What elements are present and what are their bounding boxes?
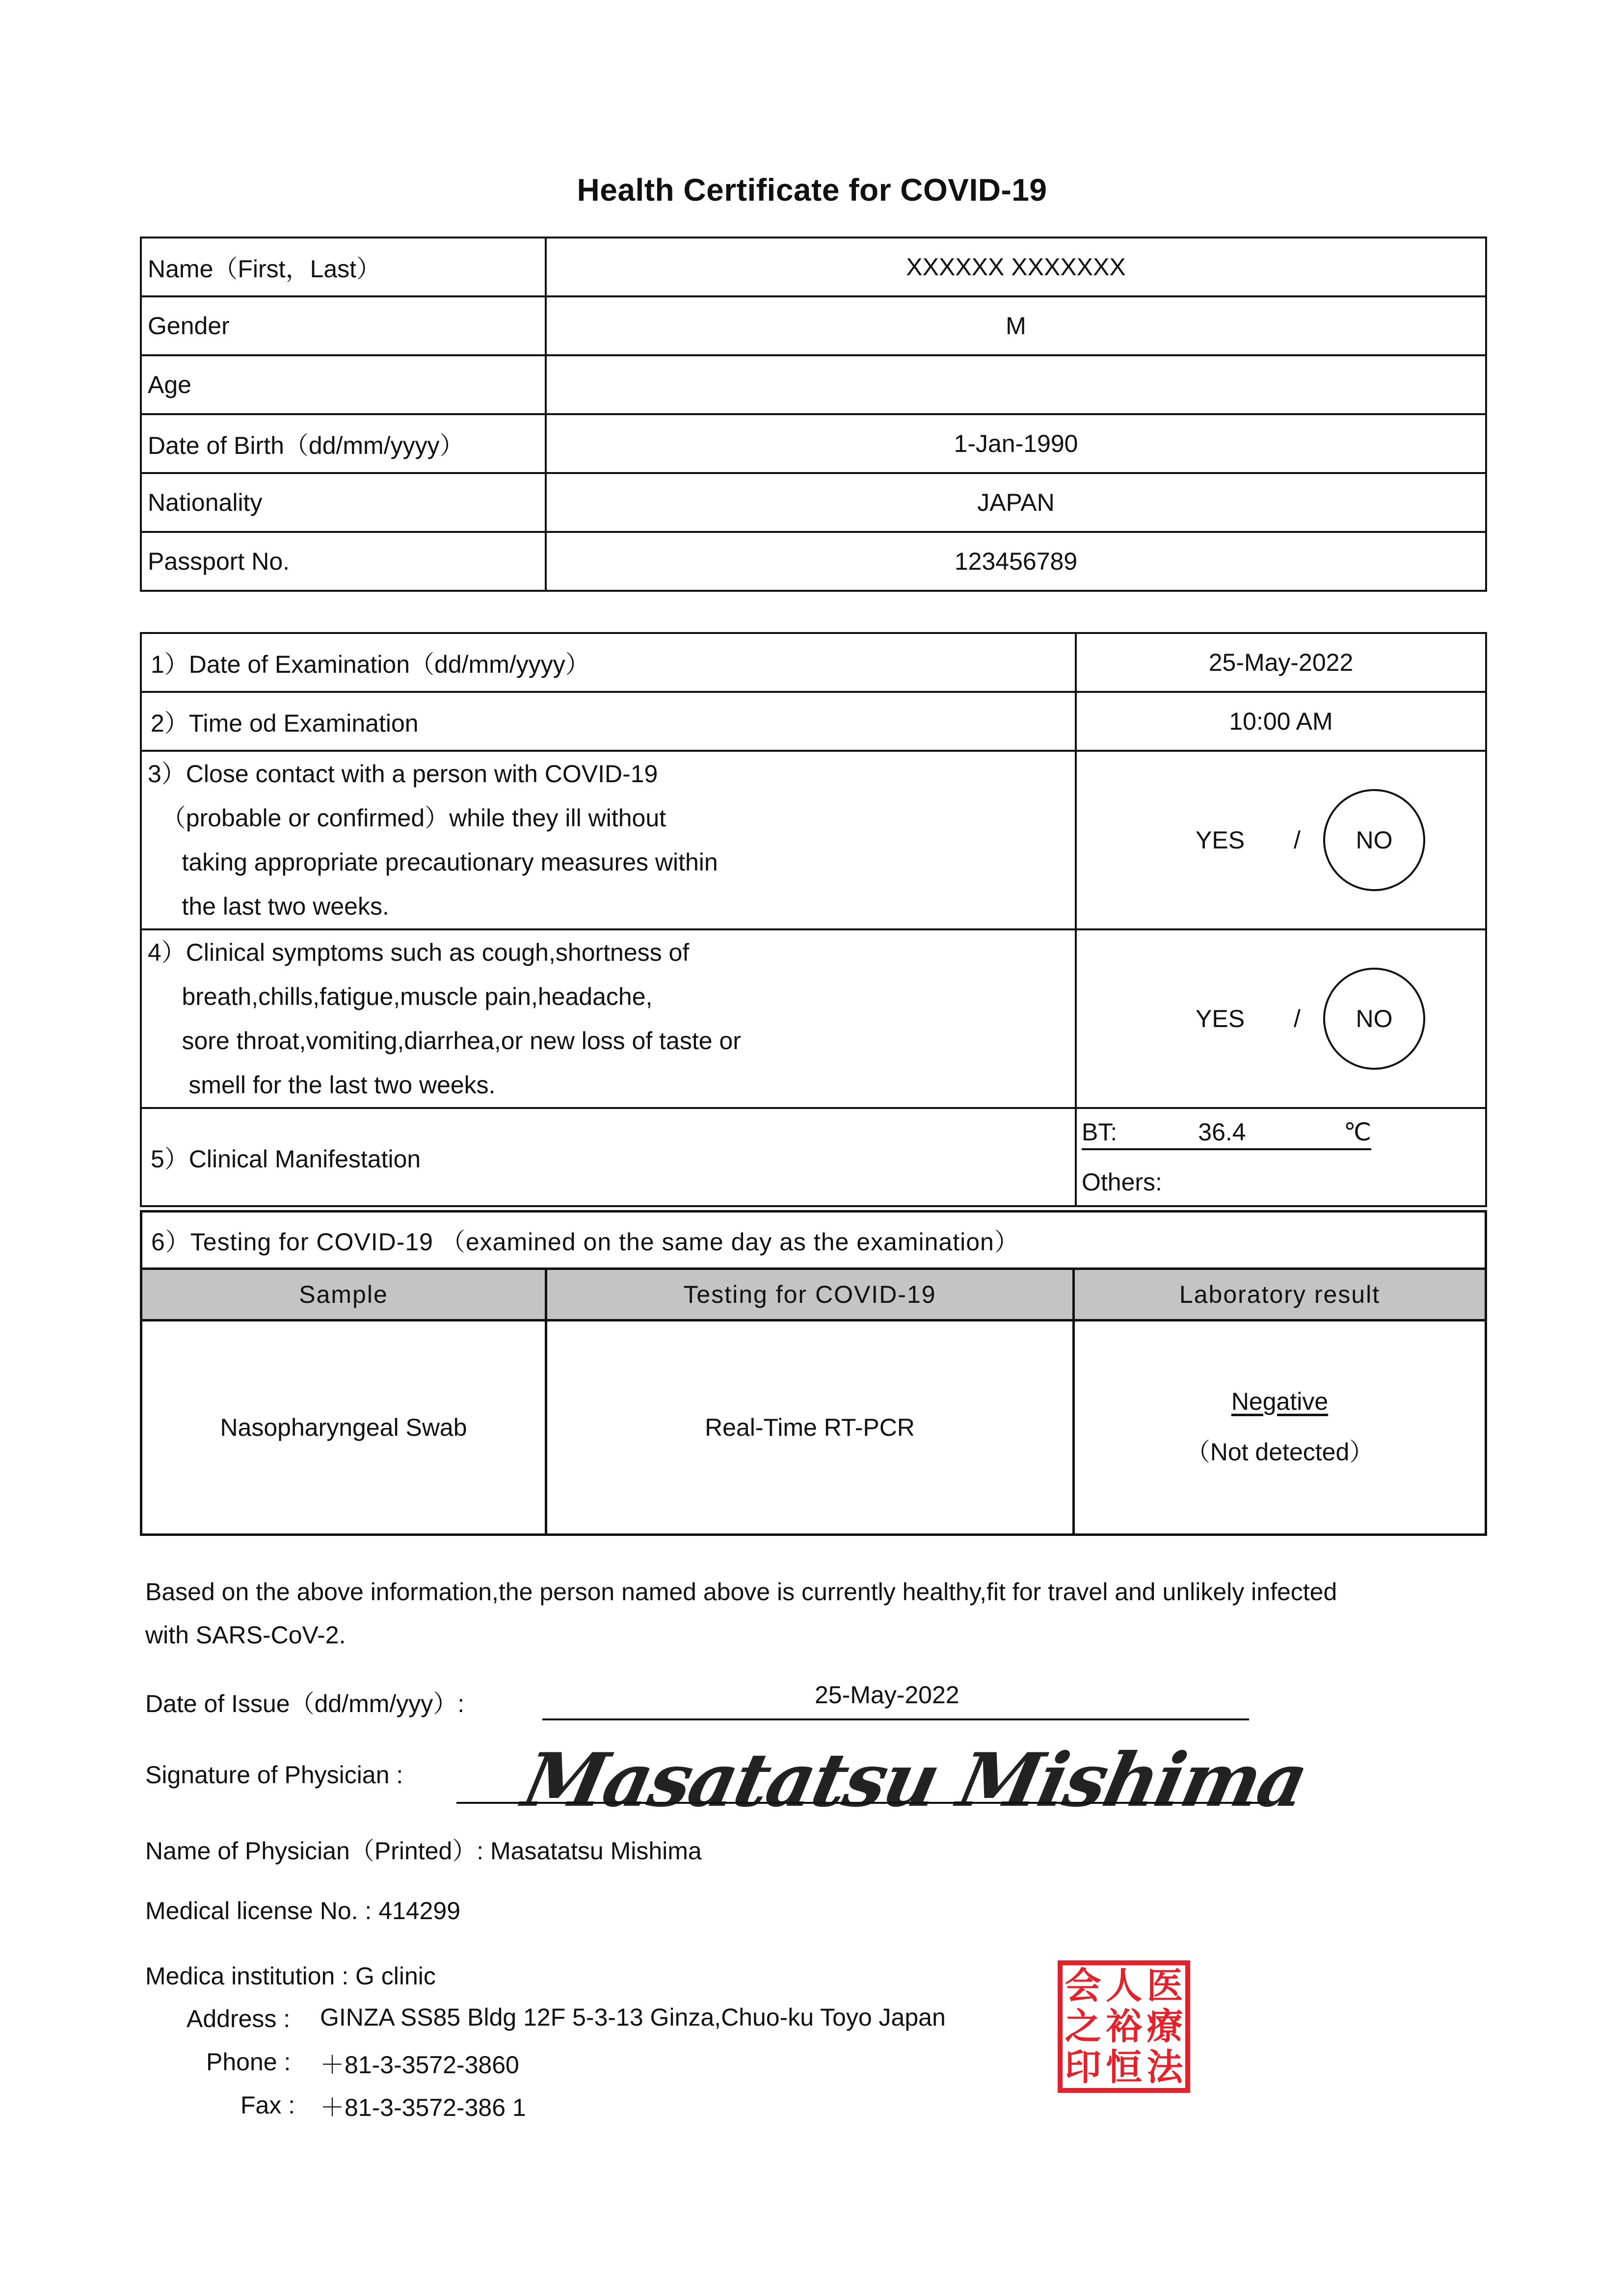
document-title: Health Certificate for COVID-19 [577, 172, 1047, 208]
label-nationality: Nationality [141, 473, 546, 532]
sample-value: Nasopharyngeal Swab [141, 1320, 546, 1535]
testing-column-headers [141, 1269, 1486, 1320]
seal-char: 療 [1146, 2005, 1183, 2048]
seal-char: 人 [1105, 1964, 1142, 2007]
fax-value: ＋81-3-3572-386 1 [320, 2094, 526, 2121]
result-value: Negative [1231, 1388, 1329, 1415]
label-dob: Date of Birth（dd/mm/yyyy） [141, 414, 546, 473]
label-symptoms [141, 929, 1076, 1108]
testing-heading: 6）Testing for COVID-19 （examined on the same day as the examination） [141, 1212, 1486, 1269]
seal-char: 恒 [1105, 2046, 1142, 2089]
label-name: Name（First，Last） [141, 238, 546, 296]
label-clinical-manifestation: 5）Clinical Manifestation [141, 1108, 1076, 1206]
symptoms-line: 4）Clinical symptoms such as cough,shortness of [148, 939, 690, 966]
row-symptoms [141, 929, 1486, 1108]
close-contact-line: 3）Close contact with a person with COVID-19 [148, 760, 658, 788]
statement-line: Based on the above information,the person named above is currently healthy,fit for travel and unlikely infected [145, 1578, 1337, 1606]
option-no-circled: NO [1323, 968, 1425, 1070]
physician-name: Name of Physician（Printed）: Masatatsu Mishima [145, 1837, 702, 1865]
address-label: Address : [186, 2005, 291, 2032]
result-cell [1074, 1320, 1486, 1535]
personal-info-table [140, 237, 1487, 592]
row-close-contact [141, 751, 1486, 929]
address-value: GINZA SS85 Bldg 12F 5-3-13 Ginza,Chuo-ku Toyo Japan [320, 2004, 946, 2031]
value-nationality: JAPAN [546, 473, 1486, 532]
value-passport: 123456789 [546, 532, 1486, 591]
label-gender: Gender [141, 296, 546, 355]
row-age [141, 355, 1486, 414]
seal-char: 裕 [1105, 2005, 1142, 2048]
symptoms-line: breath,chills,fatigue,muscle pain,headache, [148, 983, 653, 1010]
value-dob: 1-Jan-1990 [546, 414, 1486, 473]
method-value: Real-Time RT-PCR [546, 1320, 1074, 1535]
value-clinical-manifestation [1076, 1108, 1486, 1206]
testing-result-row [141, 1320, 1486, 1535]
testing-table [140, 1210, 1487, 1536]
issue-date: 25-May-2022 [815, 1681, 959, 1709]
statement-line: with SARS-CoV-2. [145, 1621, 346, 1649]
result-note: （Not detected） [1185, 1438, 1374, 1466]
value-gender: M [546, 296, 1486, 355]
row-gender [141, 296, 1486, 355]
option-no-circled: NO [1323, 789, 1425, 891]
close-contact-line: （probable or confirmed）while they ill without [148, 804, 666, 832]
column-result: Laboratory result [1074, 1269, 1486, 1320]
label-passport: Passport No. [141, 532, 546, 591]
seal-char: 会 [1065, 1964, 1101, 2007]
option-yes: YES [1196, 826, 1245, 854]
row-name [141, 238, 1486, 296]
signature-underline [456, 1802, 1266, 1804]
testing-heading-row [141, 1212, 1486, 1269]
phone-value: ＋81-3-3572-3860 [320, 2051, 519, 2079]
phone-label: Phone : [206, 2048, 291, 2076]
answer-symptoms [1076, 929, 1486, 1108]
bt-label: BT: [1082, 1118, 1118, 1146]
signature-label: Signature of Physician : [145, 1761, 403, 1789]
fax-label: Fax : [240, 2091, 295, 2119]
clinic-seal-stamp [1058, 1960, 1190, 2093]
row-exam-date [141, 633, 1486, 692]
column-sample: Sample [141, 1269, 546, 1320]
seal-char: 法 [1146, 2046, 1183, 2089]
label-close-contact [141, 751, 1076, 929]
value-name: XXXXXX XXXXXXX [546, 238, 1486, 296]
label-exam-date: 1）Date of Examination（dd/mm/yyyy） [141, 633, 1076, 692]
examination-table [140, 632, 1487, 1207]
seal-char: 印 [1065, 2046, 1101, 2089]
medical-license: Medical license No. : 414299 [145, 1897, 461, 1925]
close-contact-line: taking appropriate precautionary measures within [148, 848, 718, 876]
value-exam-date: 25-May-2022 [1076, 633, 1486, 692]
option-separator: / [1294, 826, 1301, 854]
issue-underline [542, 1718, 1249, 1720]
bt-unit: ℃ [1343, 1118, 1371, 1146]
body-temperature [1082, 1118, 1371, 1150]
option-separator: / [1294, 1005, 1301, 1032]
row-exam-time [141, 692, 1486, 751]
value-exam-time: 10:00 AM [1076, 692, 1486, 751]
row-clinical-manifestation [141, 1108, 1486, 1206]
row-passport [141, 532, 1486, 591]
row-nationality [141, 473, 1486, 532]
value-age [546, 355, 1486, 414]
symptoms-line: sore throat,vomiting,diarrhea,or new loss of taste or [148, 1027, 741, 1055]
symptoms-line: smell for the last two weeks. [148, 1071, 496, 1099]
physician-signature: Masatatsu Mishima [516, 1737, 1314, 1823]
seal-char: 之 [1065, 2005, 1101, 2048]
medical-institution: Medica institution : G clinic [145, 1962, 436, 1990]
issue-label: Date of Issue（dd/mm/yyy）: [145, 1690, 465, 1717]
seal-char: 医 [1146, 1964, 1183, 2007]
label-age: Age [141, 355, 546, 414]
row-dob [141, 414, 1486, 473]
bt-value: 36.4 [1198, 1118, 1246, 1146]
others-label: Others: [1082, 1168, 1162, 1196]
answer-close-contact [1076, 751, 1486, 929]
option-yes: YES [1196, 1005, 1245, 1032]
label-exam-time: 2）Time od Examination [141, 692, 1076, 751]
column-testing: Testing for COVID-19 [546, 1269, 1074, 1320]
close-contact-line: the last two weeks. [148, 893, 389, 920]
